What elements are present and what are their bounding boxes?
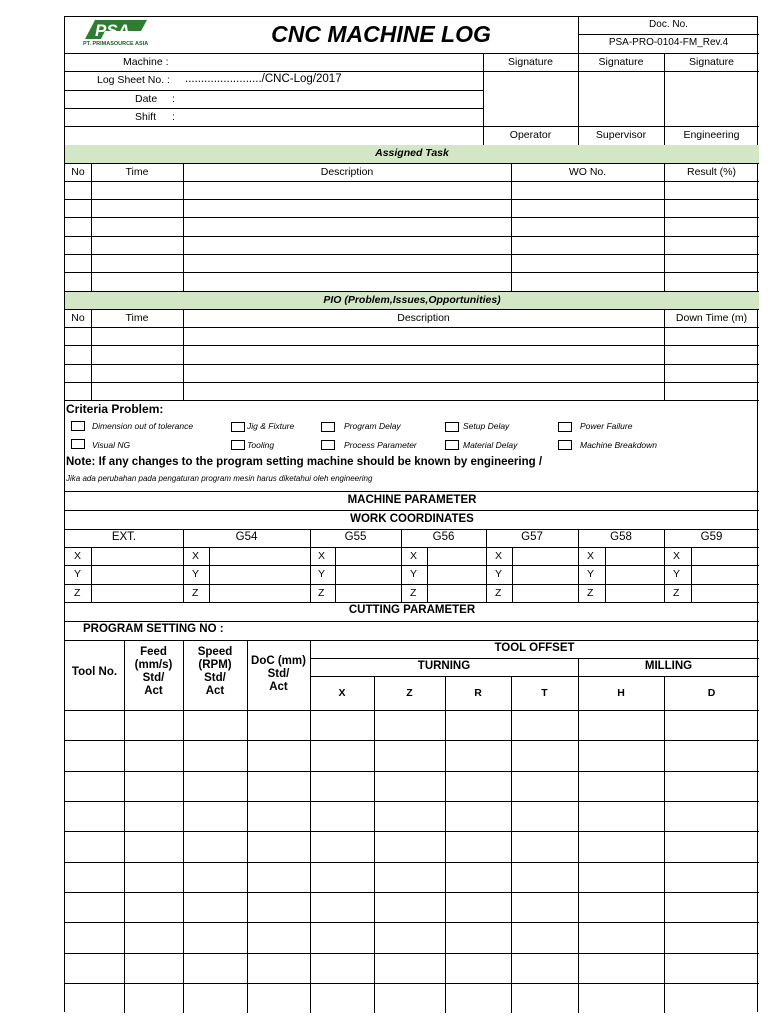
coord-g55: G55: [344, 531, 367, 543]
axis-label: X: [192, 550, 200, 562]
machine-parameter-title: MACHINE PARAMETER: [347, 494, 477, 506]
cnc-machine-log-form: [64, 16, 758, 1012]
checkbox-process-parameter[interactable]: [321, 440, 335, 450]
checkbox-visual-ng[interactable]: [71, 439, 85, 449]
offset-col-r: R: [474, 687, 482, 699]
criteria-tooling: Tooling: [247, 440, 275, 450]
checkbox-dimension-out-of-tolerance[interactable]: [71, 421, 85, 431]
checkbox-setup-delay[interactable]: [445, 422, 459, 432]
checkbox-tooling[interactable]: [231, 440, 245, 450]
task-col-wo-no: WO No.: [568, 166, 607, 178]
psa-logo-icon: [81, 19, 153, 41]
coord-g58: G58: [610, 531, 632, 543]
task-col-description: Description: [320, 166, 374, 178]
milling-header: MILLING: [644, 660, 693, 672]
note-subtext: Jika ada perubahan pada pengaturan program mesin harus diketahui oleh engineering: [66, 474, 373, 483]
axis-label: Z: [192, 587, 199, 599]
criteria-program-delay: Program Delay: [344, 421, 401, 431]
axis-label: Y: [673, 568, 681, 580]
offset-col-d: D: [707, 687, 716, 699]
supervisor-signature-label: Signature: [598, 56, 644, 68]
engineering-signature-label: Signature: [689, 56, 734, 68]
coord-ext: EXT.: [111, 531, 137, 543]
axis-label: Z: [673, 587, 680, 599]
axis-label: Y: [495, 568, 503, 580]
operator-label: Operator: [509, 129, 552, 141]
coord-g56: G56: [432, 531, 455, 543]
shift-label: Shift: [135, 111, 157, 123]
axis-label: X: [410, 550, 418, 562]
checkbox-machine-breakdown[interactable]: [558, 440, 572, 450]
log-sheet-value: ......................../CNC-Log/2017: [185, 73, 342, 85]
criteria-power-failure: Power Failure: [580, 421, 633, 431]
task-col-time: Time: [125, 166, 149, 178]
pio-title: PIO (Problem,Issues,Opportunities): [323, 294, 501, 306]
operator-signature-label: Signature: [508, 56, 553, 68]
axis-label: Y: [318, 568, 326, 580]
axis-label: Y: [192, 568, 200, 580]
form-title: CNC MACHINE LOG: [271, 21, 491, 47]
date-colon: :: [172, 93, 175, 105]
log-sheet-label: Log Sheet No. :: [97, 74, 170, 86]
task-col-no: No: [71, 166, 85, 178]
axis-label: Z: [318, 587, 325, 599]
offset-col-z: Z: [406, 687, 413, 699]
cutting-parameter-title: CUTTING PARAMETER: [348, 604, 476, 616]
axis-label: X: [587, 550, 595, 562]
shift-colon: :: [172, 111, 175, 123]
axis-label: Y: [587, 568, 595, 580]
doc-header: DoC (mm) Std/ Act: [251, 655, 306, 693]
supervisor-label: Supervisor: [595, 129, 647, 141]
checkbox-jig-fixture[interactable]: [231, 422, 245, 432]
criteria-jig-fixture: Jig & Fixture: [247, 421, 295, 431]
criteria-dimension-out-of-tolerance: Dimension out of tolerance: [92, 421, 194, 431]
axis-label: X: [673, 550, 681, 562]
criteria-setup-delay: Setup Delay: [463, 421, 510, 431]
svg-text:PSA: PSA: [95, 21, 130, 40]
speed-header: Speed (RPM) Std/ Act: [197, 646, 233, 697]
pio-col-no: No: [71, 312, 85, 324]
checkbox-program-delay[interactable]: [321, 422, 335, 432]
doc-no-label: Doc. No.: [649, 19, 688, 30]
axis-label: Y: [410, 568, 418, 580]
coord-g54: G54: [235, 531, 258, 543]
criteria-material-delay: Material Delay: [463, 440, 518, 450]
axis-label: Z: [495, 587, 502, 599]
checkbox-material-delay[interactable]: [445, 440, 459, 450]
checkbox-power-failure[interactable]: [558, 422, 572, 432]
feed-header: Feed (mm/s) Std/ Act: [134, 646, 173, 697]
date-label: Date: [135, 93, 158, 105]
logo-company-name: PT. PRIMASOURCE ASIA: [83, 41, 149, 47]
axis-label: X: [318, 550, 326, 562]
axis-label: Z: [74, 587, 81, 599]
coord-g57: G57: [521, 531, 543, 543]
company-logo: [81, 19, 153, 51]
offset-col-h: H: [617, 687, 625, 699]
criteria-process-parameter: Process Parameter: [344, 440, 417, 450]
tool-offset-header: TOOL OFFSET: [494, 642, 575, 654]
work-coordinates-title: WORK COORDINATES: [350, 513, 474, 525]
note-text: Note: If any changes to the program setting machine should be known by engineering /: [66, 456, 543, 468]
offset-col-t: T: [541, 687, 548, 699]
offset-col-x: X: [338, 687, 346, 699]
doc-no-value: PSA-PRO-0104-FM_Rev.4: [608, 37, 729, 48]
pio-col-down-time: Down Time (m): [675, 312, 748, 324]
tool-no-header: Tool No.: [71, 666, 118, 678]
turning-header: TURNING: [417, 660, 471, 672]
coord-g59: G59: [700, 531, 723, 543]
criteria-machine-breakdown: Machine Breakdown: [580, 440, 658, 450]
criteria-title: Criteria Problem:: [66, 402, 164, 416]
axis-label: Y: [74, 568, 82, 580]
pio-col-time: Time: [125, 312, 149, 324]
axis-label: Z: [410, 587, 417, 599]
task-col-result: Result (%): [686, 166, 736, 178]
assigned-task-title: Assigned Task: [375, 147, 449, 159]
pio-col-description: Description: [397, 312, 450, 324]
axis-label: X: [74, 550, 82, 562]
axis-label: Z: [587, 587, 594, 599]
program-setting-label: PROGRAM SETTING NO :: [83, 623, 224, 635]
criteria-visual-ng: Visual NG: [92, 440, 131, 450]
axis-label: X: [495, 550, 503, 562]
engineering-label: Engineering: [683, 129, 740, 141]
machine-label: Machine :: [123, 56, 169, 68]
